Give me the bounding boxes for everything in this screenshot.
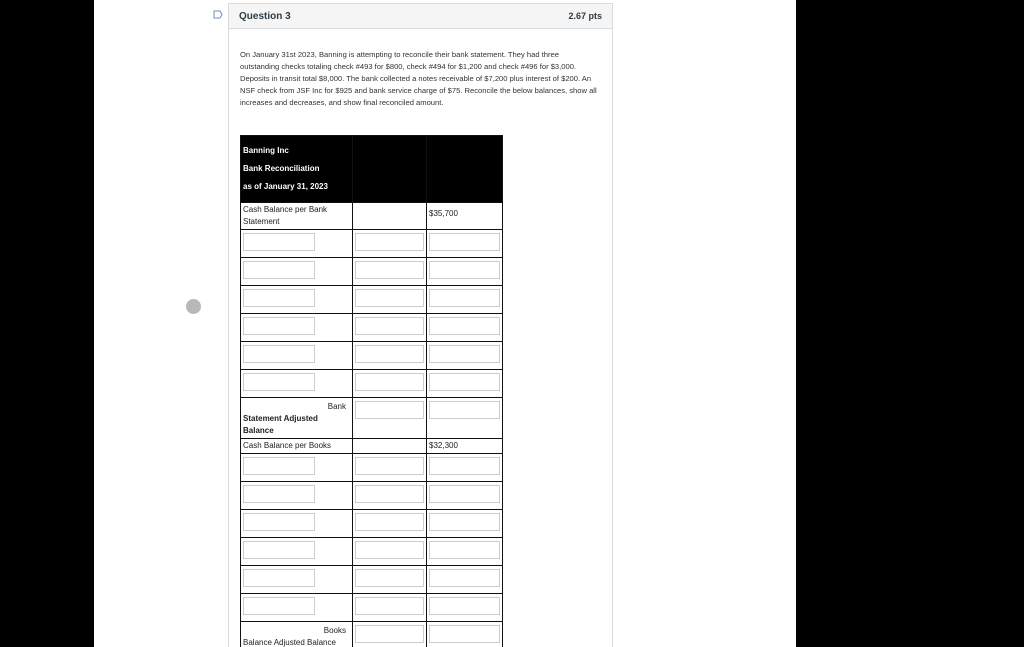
book-adjustment-total-input[interactable] <box>429 457 500 475</box>
book-adjustment-total-input[interactable] <box>429 569 500 587</box>
bank-balance-amount: $35,700 <box>427 203 503 230</box>
question-points: 2.67 pts <box>568 11 602 21</box>
question-card <box>228 3 613 647</box>
bank-balance-label: Cash Balance per Bank Statement <box>241 203 353 230</box>
book-adjustment-amount-input[interactable] <box>355 457 424 475</box>
book-adjustment-description-input[interactable] <box>243 541 315 559</box>
bank-reconciliation-table <box>240 135 503 647</box>
flag-question-icon[interactable] <box>213 10 223 19</box>
bank-adjustment-description-input[interactable] <box>243 261 315 279</box>
bank-adjustment-amount-input[interactable] <box>355 289 424 307</box>
bank-adjustment-description-input[interactable] <box>243 289 315 307</box>
book-balance-amount: $32,300 <box>427 439 503 454</box>
bank-adjustment-amount-input[interactable] <box>355 233 424 251</box>
question-title: Question 3 <box>239 10 291 22</box>
bank-adjustment-amount-input[interactable] <box>355 345 424 363</box>
quiz-page <box>94 0 796 647</box>
book-adjustment-description-input[interactable] <box>243 457 315 475</box>
question-header <box>229 4 612 29</box>
bank-adjustment-total-input[interactable] <box>429 317 500 335</box>
book-balance-label: Cash Balance per Books <box>241 439 353 454</box>
bank-adjustment-total-input[interactable] <box>429 345 500 363</box>
bank-adjustment-amount-input[interactable] <box>355 317 424 335</box>
book-adjustment-total-input[interactable] <box>429 513 500 531</box>
book-adjustment-amount-input[interactable] <box>355 569 424 587</box>
book-adjusted-amount-input[interactable] <box>355 625 424 643</box>
book-adjustment-description-input[interactable] <box>243 485 315 503</box>
bank-adjustment-description-input[interactable] <box>243 373 315 391</box>
bank-adjustment-description-input[interactable] <box>243 345 315 363</box>
table-header <box>241 136 353 203</box>
bank-adjustment-description-input[interactable] <box>243 233 315 251</box>
book-adjustment-amount-input[interactable] <box>355 541 424 559</box>
book-adjustment-total-input[interactable] <box>429 597 500 615</box>
bank-adjustment-description-input[interactable] <box>243 317 315 335</box>
book-adjustment-amount-input[interactable] <box>355 513 424 531</box>
bank-adjustment-amount-input[interactable] <box>355 261 424 279</box>
reconciliation-date: as of January 31, 2023 <box>243 182 328 191</box>
book-adjustment-description-input[interactable] <box>243 597 315 615</box>
bank-adjusted-amount-input[interactable] <box>355 401 424 419</box>
book-adjusted-total-input[interactable] <box>429 625 500 643</box>
bank-adjusted-total-input[interactable] <box>429 401 500 419</box>
bank-adjustment-total-input[interactable] <box>429 261 500 279</box>
reconciliation-heading: Bank Reconciliation <box>243 164 320 173</box>
bank-adjustment-total-input[interactable] <box>429 233 500 251</box>
book-adjustment-amount-input[interactable] <box>355 597 424 615</box>
book-adjustment-description-input[interactable] <box>243 513 315 531</box>
bank-adjustment-total-input[interactable] <box>429 373 500 391</box>
bank-adjustment-total-input[interactable] <box>429 289 500 307</box>
book-adjusted-balance-label: Books Balance Adjusted Balance <box>241 622 353 647</box>
bank-adjustment-amount-input[interactable] <box>355 373 424 391</box>
bank-adjusted-balance-label: Bank Statement Adjusted Balance <box>241 398 353 439</box>
book-adjustment-total-input[interactable] <box>429 485 500 503</box>
book-adjustment-total-input[interactable] <box>429 541 500 559</box>
scroll-indicator[interactable] <box>186 299 201 314</box>
company-name: Banning Inc <box>243 146 289 155</box>
book-adjustment-amount-input[interactable] <box>355 485 424 503</box>
book-adjustment-description-input[interactable] <box>243 569 315 587</box>
question-text: On January 31st 2023, Banning is attempting to reconcile their bank statement. They had three outstanding checks totaling check #493 for $800, check #494 for $1,200 and check #496 for $3,000. Deposits in transit total $8,000. The bank collected a notes receivable of $7,200 plus interest of $200. An NSF check from JSF Inc for $925 and bank service charge of $75. Reconcile the below balances, show all increases and decreases, and show final reconciled amount. <box>240 50 597 107</box>
